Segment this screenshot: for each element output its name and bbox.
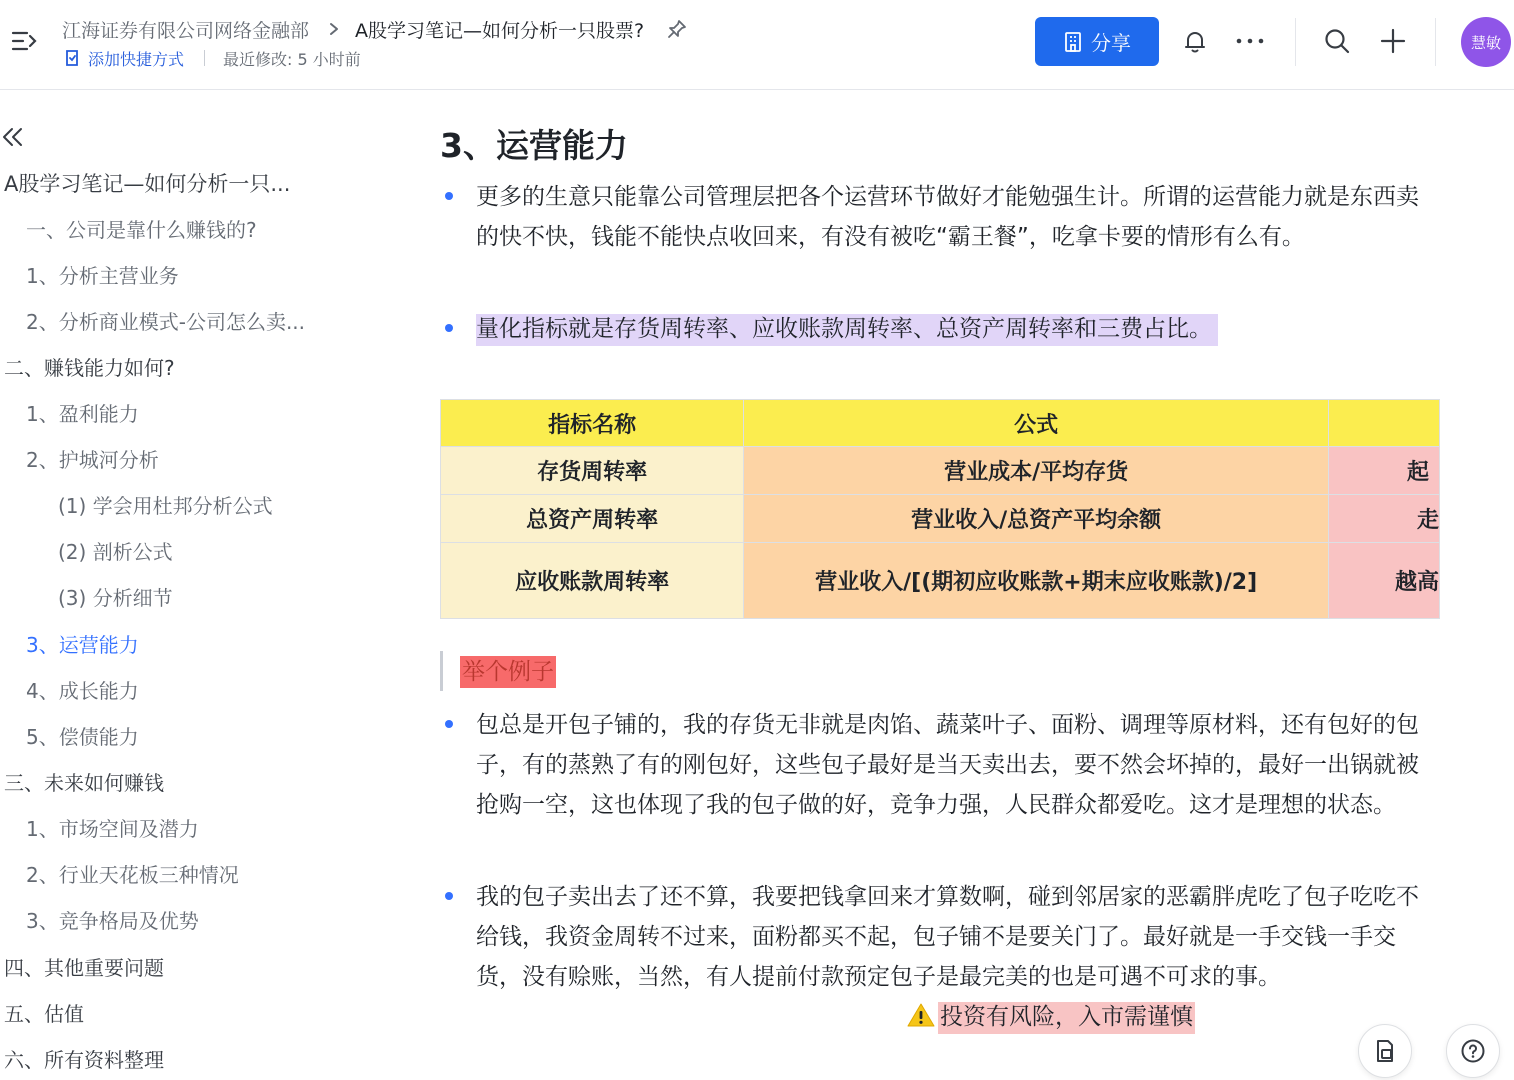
table-row: [441, 543, 1440, 619]
bell-icon[interactable]: [1180, 26, 1210, 56]
table-cell: 营业收入/[(期初应收账款+期末应收账款)/2]: [744, 543, 1329, 619]
toc-item[interactable]: 五、估值: [4, 1002, 84, 1026]
toc-item[interactable]: 2、行业天花板三种情况: [26, 863, 239, 887]
quote-bar: [440, 651, 443, 691]
table-cell: 总资产周转率: [441, 495, 744, 543]
toc-item-active[interactable]: 3、运营能力: [26, 633, 139, 657]
toc-item[interactable]: 4、成长能力: [26, 679, 139, 703]
bullet-dot: [445, 192, 453, 200]
toc-item[interactable]: 三、未来如何赚钱: [4, 771, 164, 795]
table-cell: 存货周转率: [441, 447, 744, 495]
breadcrumb-parent[interactable]: 江海证券有限公司网络金融部: [62, 19, 310, 42]
metrics-table: [440, 399, 1440, 619]
collapse-sidebar-icon[interactable]: [0, 124, 28, 150]
paragraph: [476, 877, 1436, 1037]
paragraph: 包总是开包子铺的，我的存货无非就是肉馅、蔬菜叶子、面粉、调理等原材料，还有包好的包子，有的蒸熟了有的刚包好，这些包子最好是当天卖出去，要不然会坏掉的，最好一出锅就被抢购一空，这也体现了我的包子做的好，竞争力强，人民群众都爱吃。这才是理想的状态。: [476, 712, 1419, 818]
building-icon: [1063, 31, 1083, 53]
doc-outline-button[interactable]: [1358, 1024, 1412, 1078]
highlighted-text: 量化指标就是存货周转率、应收账款周转率、总资产周转率和三费占比。: [476, 314, 1218, 346]
table-header-cell: 公式: [744, 400, 1329, 447]
toc-item[interactable]: 四、其他重要问题: [4, 956, 164, 980]
section-heading: 3、运营能力: [440, 126, 628, 165]
risk-note: 投资有风险，入市需谨慎: [938, 1002, 1195, 1034]
help-icon: [1460, 1038, 1486, 1064]
toolbar-divider: [1295, 18, 1296, 66]
share-label: 分享: [1091, 31, 1131, 55]
paragraph: [476, 309, 1436, 349]
table-cell: 起: [1328, 447, 1439, 495]
bullet-dot: [445, 324, 453, 332]
bullet-dot: [445, 720, 453, 728]
chevron-right-icon: [327, 18, 341, 40]
last-modified: 最近修改: 5 小时前: [223, 49, 361, 69]
toc-item[interactable]: 3、竞争格局及优势: [26, 909, 199, 933]
table-header-cell: [1328, 400, 1439, 447]
document-icon: [1372, 1038, 1398, 1064]
paragraph: 更多的生意只能靠公司管理层把各个运营环节做好才能勉强生计。所谓的运营能力就是东西卖的快不快，钱能不能快点收回来，有没有被吃“霸王餐”，吃拿卡要的情形有么有。: [476, 184, 1419, 250]
list-item: [440, 877, 1440, 1037]
table-row: [441, 447, 1440, 495]
toc-item[interactable]: 2、分析商业模式-公司怎么卖...: [26, 310, 306, 334]
table-cell: 营业成本/平均存货: [744, 447, 1329, 495]
toc-item[interactable]: (2) 剖析公式: [58, 540, 173, 564]
toc-item[interactable]: (1) 学会用杜邦分析公式: [58, 494, 273, 518]
toc-item[interactable]: 二、赚钱能力如何?: [4, 356, 175, 380]
list-item: [440, 705, 1440, 825]
table-cell: 营业收入/总资产平均余额: [744, 495, 1329, 543]
document-body: [440, 90, 1440, 1080]
toc-item[interactable]: 1、分析主营业务: [26, 264, 179, 288]
table-cell: 走: [1328, 495, 1439, 543]
plus-icon[interactable]: [1378, 26, 1408, 56]
top-bar: [0, 0, 1514, 90]
toc-item[interactable]: 5、偿债能力: [26, 725, 139, 749]
toc-item[interactable]: 一、公司是靠什么赚钱的?: [26, 218, 257, 242]
toc-item[interactable]: 六、所有资料整理: [4, 1048, 164, 1072]
shortcut-icon: [64, 49, 80, 67]
warning-icon: [906, 1001, 936, 1027]
table-header-cell: 指标名称: [441, 400, 744, 447]
breadcrumb: [62, 14, 688, 44]
list-item: [440, 177, 1440, 257]
doc-title: A股学习笔记—如何分析一只股票?: [355, 19, 645, 42]
list-item: [440, 309, 1440, 349]
add-shortcut-button[interactable]: [64, 47, 184, 70]
toc-item[interactable]: 2、护城河分析: [26, 448, 159, 472]
table-cell: 越高: [1328, 543, 1439, 619]
toc-item[interactable]: (3) 分析细节: [58, 586, 173, 610]
paragraph-text: 我的包子卖出去了还不算，我要把钱拿回来才算数啊，碰到邻居家的恶霸胖虎吃了包子吃吃不给钱，我资金周转不过来，面粉都买不起，包子铺不是要关门了。最好就是一手交钱一手交货，没有赊账，当然，有人提前付款预定包子是最完美的也是可遇不可求的事。: [476, 884, 1419, 990]
doc-meta: [64, 46, 361, 70]
menu-toggle-icon[interactable]: [10, 28, 40, 54]
add-shortcut-label: 添加快捷方式: [88, 49, 185, 69]
example-label: 举个例子: [460, 656, 556, 688]
toolbar-divider: [1435, 18, 1436, 66]
toc-item[interactable]: 1、市场空间及潜力: [26, 817, 199, 841]
share-button[interactable]: [1035, 17, 1159, 66]
avatar[interactable]: 慧敏: [1461, 17, 1511, 67]
divider: [204, 50, 205, 66]
search-icon[interactable]: [1322, 26, 1352, 56]
more-icon[interactable]: [1235, 26, 1265, 56]
pin-icon[interactable]: [666, 18, 688, 40]
bullet-dot: [445, 892, 453, 900]
toc-item[interactable]: A股学习笔记—如何分析一只...: [4, 172, 291, 196]
table-row: [441, 495, 1440, 543]
table-header-row: [441, 400, 1440, 447]
toc-item[interactable]: 1、盈利能力: [26, 402, 139, 426]
help-button[interactable]: [1446, 1024, 1500, 1078]
table-cell: 应收账款周转率: [441, 543, 744, 619]
